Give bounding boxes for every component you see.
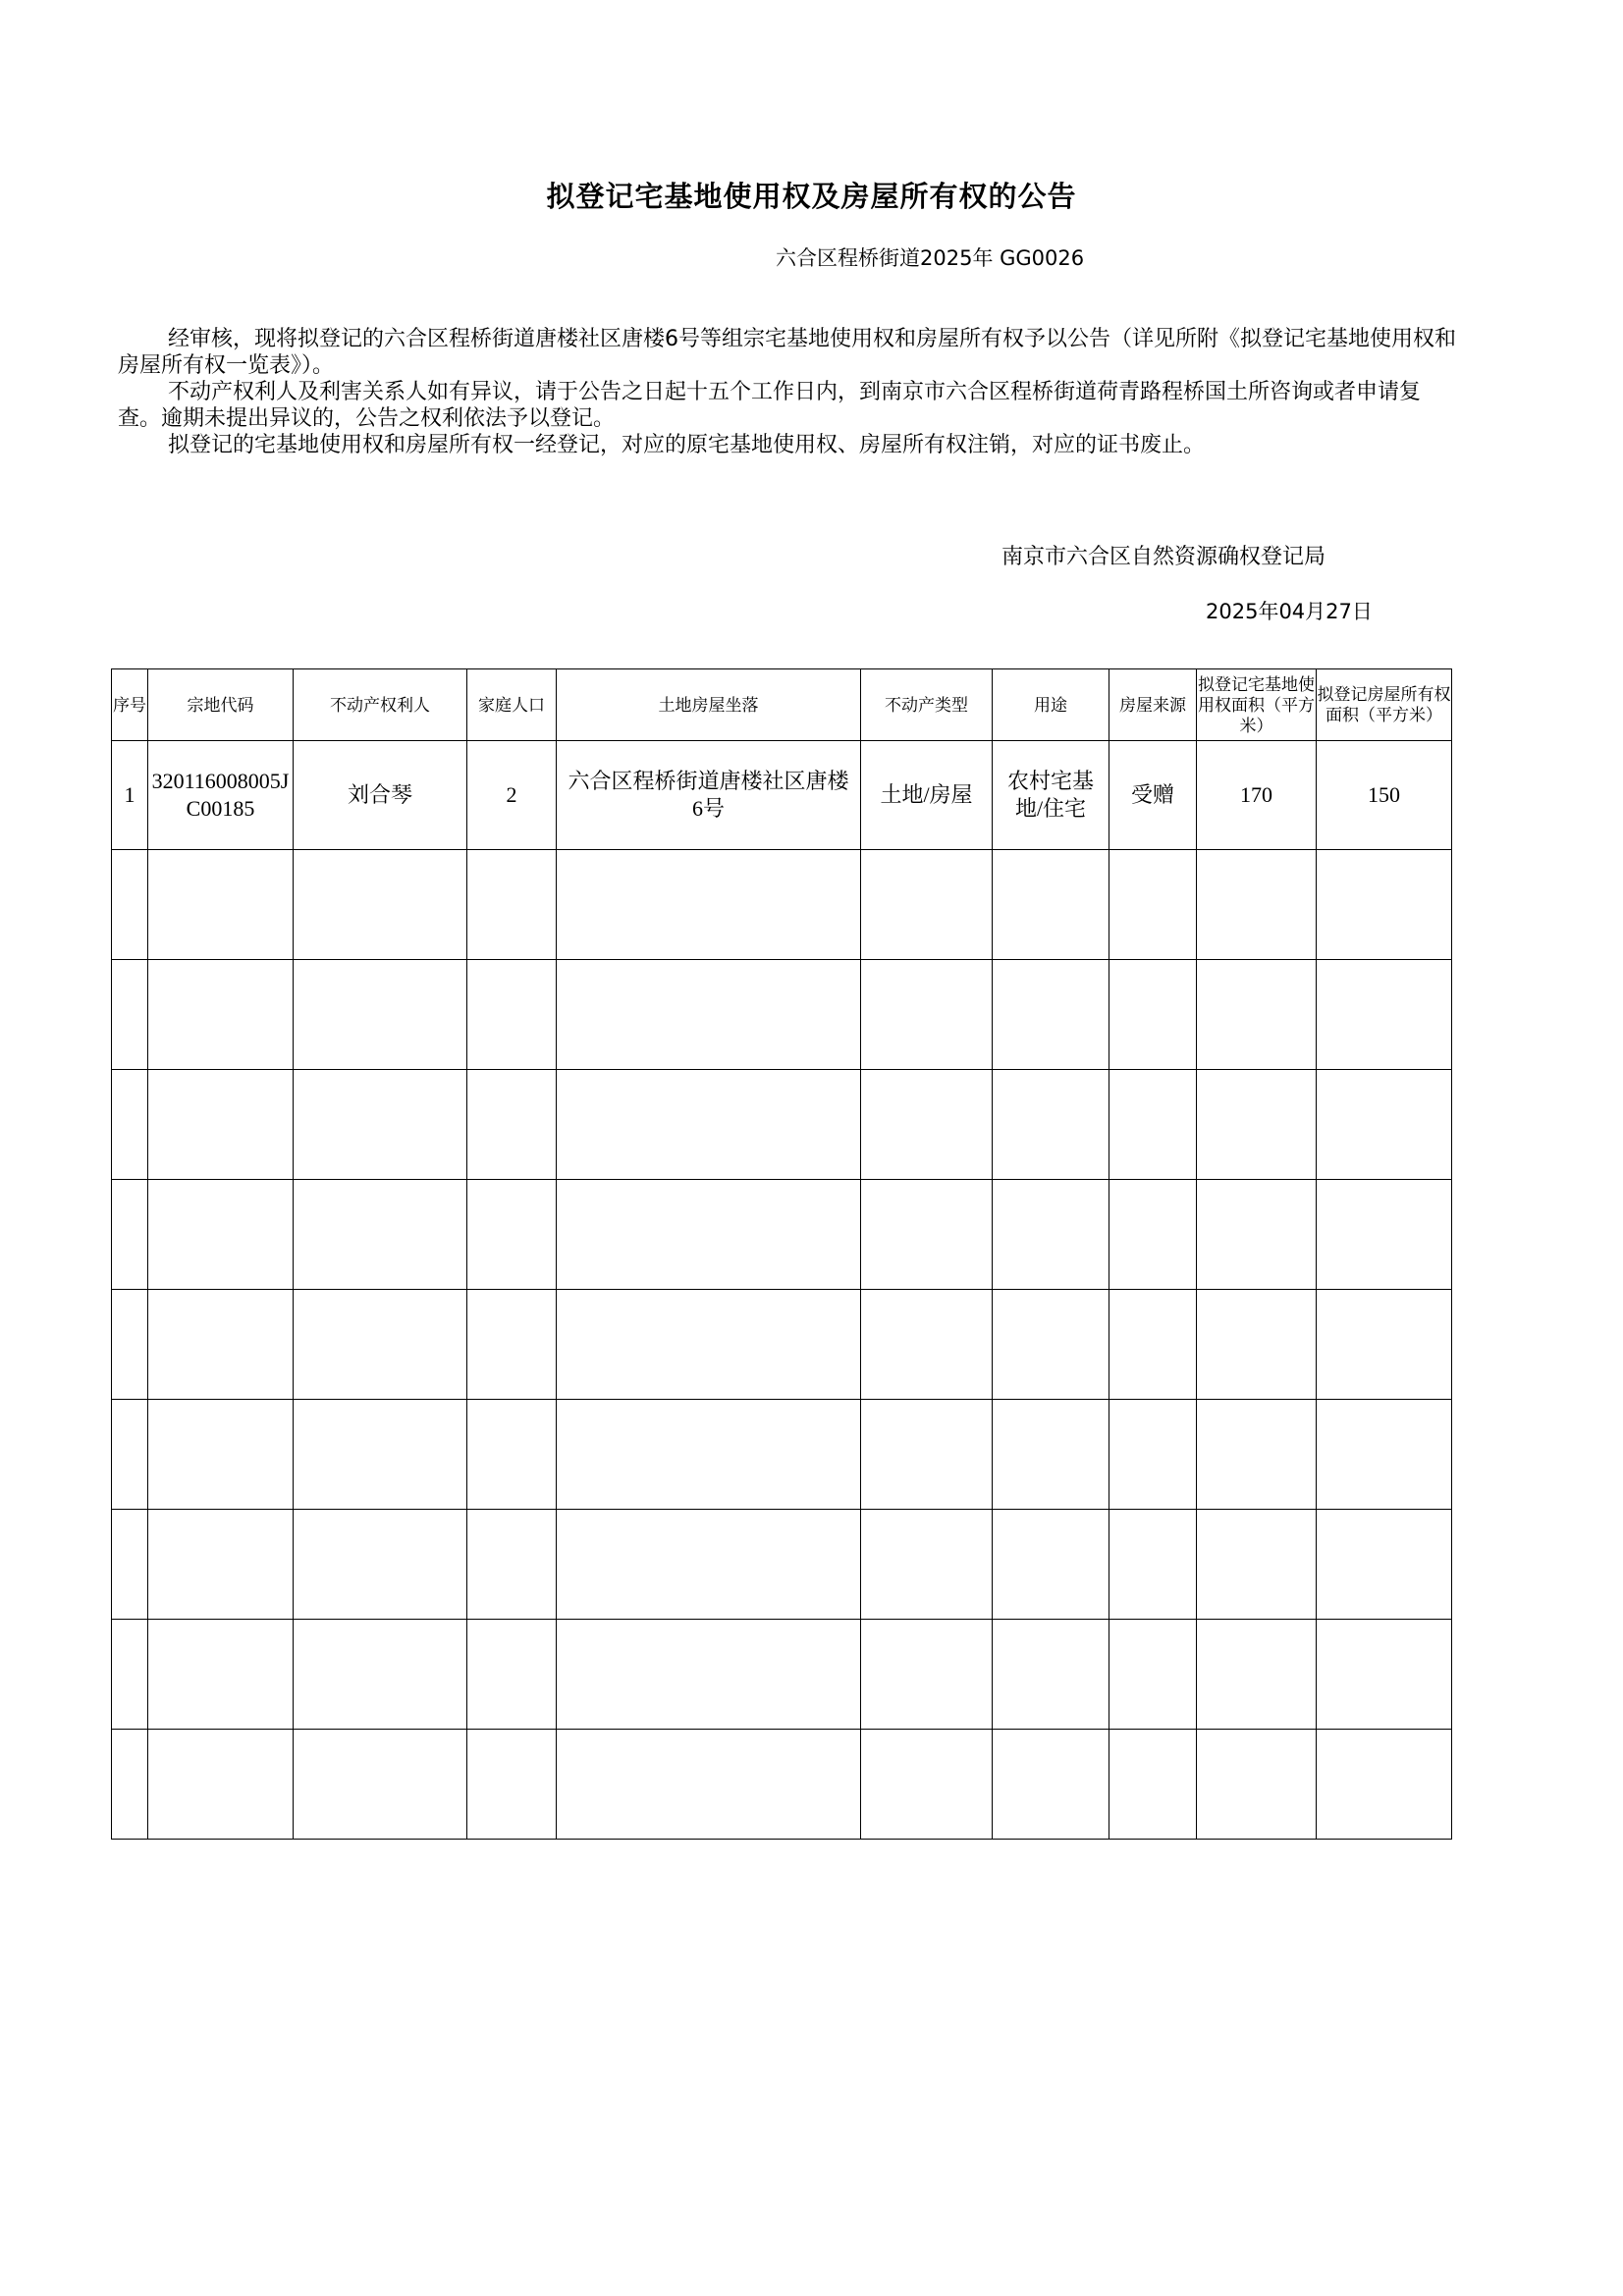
empty-cell [1197, 1620, 1317, 1730]
empty-cell [294, 1290, 467, 1400]
table-header-row [112, 669, 1452, 741]
cell-household-size: 2 [467, 741, 557, 850]
empty-cell [1317, 1620, 1452, 1730]
empty-cell [993, 960, 1109, 1070]
empty-cell [1109, 1400, 1197, 1510]
paragraph-cancellation: 拟登记的宅基地使用权和房屋所有权一经登记，对应的原宅基地使用权、房屋所有权注销，对应的证书废止。 [168, 433, 1206, 457]
empty-cell [1197, 1290, 1317, 1400]
empty-cell [993, 1180, 1109, 1290]
cell-right-holder: 刘合琴 [294, 741, 467, 850]
empty-cell [1109, 960, 1197, 1070]
empty-cell [557, 1730, 861, 1840]
cell-house-source: 受赠 [1109, 741, 1197, 850]
empty-cell [467, 1620, 557, 1730]
header-right-holder: 不动产权利人 [294, 669, 467, 741]
empty-cell [112, 1510, 148, 1620]
empty-cell [993, 1290, 1109, 1400]
empty-cell [1109, 1180, 1197, 1290]
cell-property-type: 土地/房屋 [861, 741, 993, 850]
empty-cell [1317, 960, 1452, 1070]
empty-cell [1197, 1510, 1317, 1620]
empty-cell [1317, 1400, 1452, 1510]
empty-cell [861, 960, 993, 1070]
empty-table-row [112, 1620, 1452, 1730]
empty-cell [993, 850, 1109, 960]
empty-cell [148, 1290, 294, 1400]
empty-cell [993, 1510, 1109, 1620]
header-house-source: 房屋来源 [1109, 669, 1197, 741]
empty-cell [861, 1180, 993, 1290]
empty-cell [1317, 1290, 1452, 1400]
empty-cell [148, 1730, 294, 1840]
empty-cell [861, 1400, 993, 1510]
empty-cell [467, 1400, 557, 1510]
empty-cell [148, 1070, 294, 1180]
issuing-authority: 南京市六合区自然资源确权登记局 [1001, 545, 1326, 569]
empty-cell [861, 1510, 993, 1620]
header-usage: 用途 [993, 669, 1109, 741]
empty-cell [148, 1510, 294, 1620]
empty-cell [294, 1400, 467, 1510]
empty-cell [467, 850, 557, 960]
empty-cell [112, 960, 148, 1070]
header-property-type: 不动产类型 [861, 669, 993, 741]
empty-cell [557, 1620, 861, 1730]
empty-table-row [112, 960, 1452, 1070]
empty-cell [148, 1620, 294, 1730]
empty-cell [557, 1510, 861, 1620]
empty-cell [1109, 850, 1197, 960]
header-parcel-code: 宗地代码 [148, 669, 294, 741]
empty-cell [993, 1620, 1109, 1730]
paragraph-review: 经审核，现将拟登记的六合区程桥街道唐楼社区唐楼6号等组宗宅基地使用权和房屋所有权予以公告（详见所附《拟登记宅基地使用权和房屋所有权一览表》）。 [118, 327, 1457, 378]
empty-cell [112, 1290, 148, 1400]
empty-cell [557, 1180, 861, 1290]
empty-cell [861, 1290, 993, 1400]
empty-cell [467, 1290, 557, 1400]
empty-cell [861, 1730, 993, 1840]
paragraph-objection: 不动产权利人及利害关系人如有异议，请于公告之日起十五个工作日内，到南京市六合区程桥街道荷青路程桥国土所咨询或者申请复查。逾期未提出异议的，公告之权利依法予以登记。 [118, 380, 1422, 431]
header-household-size: 家庭人口 [467, 669, 557, 741]
empty-cell [1317, 1510, 1452, 1620]
empty-cell [294, 1730, 467, 1840]
empty-cell [1317, 850, 1452, 960]
empty-cell [1197, 1180, 1317, 1290]
empty-cell [294, 850, 467, 960]
empty-cell [294, 1180, 467, 1290]
empty-cell [557, 1070, 861, 1180]
empty-cell [993, 1400, 1109, 1510]
cell-location: 六合区程桥街道唐楼社区唐楼6号 [557, 741, 861, 850]
empty-cell [1317, 1070, 1452, 1180]
empty-table-row [112, 850, 1452, 960]
empty-cell [1109, 1510, 1197, 1620]
empty-table-row [112, 1400, 1452, 1510]
registration-table [111, 668, 1452, 1840]
empty-cell [1197, 1730, 1317, 1840]
page-title: 拟登记宅基地使用权及房屋所有权的公告 [546, 180, 1077, 213]
cell-usage: 农村宅基地/住宅 [993, 741, 1109, 850]
empty-cell [557, 850, 861, 960]
header-serial: 序号 [112, 669, 148, 741]
empty-cell [993, 1070, 1109, 1180]
empty-cell [294, 1620, 467, 1730]
empty-cell [1317, 1180, 1452, 1290]
table-row [112, 741, 1452, 850]
empty-cell [294, 1070, 467, 1180]
empty-cell [467, 1070, 557, 1180]
cell-parcel-code: 320116008005JC00185 [148, 741, 294, 850]
empty-cell [112, 1400, 148, 1510]
empty-cell [294, 1510, 467, 1620]
empty-cell [112, 1070, 148, 1180]
empty-table-row [112, 1070, 1452, 1180]
empty-cell [294, 960, 467, 1070]
empty-cell [1109, 1290, 1197, 1400]
empty-cell [1197, 850, 1317, 960]
empty-cell [557, 1400, 861, 1510]
empty-cell [1109, 1620, 1197, 1730]
empty-cell [467, 1730, 557, 1840]
empty-cell [1109, 1730, 1197, 1840]
empty-cell [467, 1510, 557, 1620]
empty-cell [467, 1180, 557, 1290]
empty-cell [557, 1290, 861, 1400]
empty-cell [112, 1180, 148, 1290]
empty-cell [148, 850, 294, 960]
empty-cell [861, 850, 993, 960]
empty-cell [112, 850, 148, 960]
empty-table-row [112, 1290, 1452, 1400]
empty-cell [112, 1730, 148, 1840]
notice-body [118, 326, 1458, 458]
empty-cell [148, 960, 294, 1070]
empty-table-row [112, 1510, 1452, 1620]
empty-cell [148, 1400, 294, 1510]
empty-cell [861, 1620, 993, 1730]
header-location: 土地房屋坐落 [557, 669, 861, 741]
empty-cell [861, 1070, 993, 1180]
empty-cell [1109, 1070, 1197, 1180]
empty-cell [467, 960, 557, 1070]
empty-table-row [112, 1730, 1452, 1840]
cell-serial: 1 [112, 741, 148, 850]
cell-land-area: 170 [1197, 741, 1317, 850]
empty-cell [1197, 1400, 1317, 1510]
empty-cell [1317, 1730, 1452, 1840]
empty-cell [1197, 1070, 1317, 1180]
empty-cell [1197, 960, 1317, 1070]
cell-house-area: 150 [1317, 741, 1452, 850]
header-land-area: 拟登记宅基地使用权面积（平方米） [1197, 669, 1317, 741]
document-number: 六合区程桥街道2025年 GG0026 [776, 246, 1085, 270]
empty-cell [148, 1180, 294, 1290]
header-house-area: 拟登记房屋所有权面积（平方米） [1317, 669, 1452, 741]
empty-table-row [112, 1180, 1452, 1290]
empty-cell [112, 1620, 148, 1730]
empty-cell [993, 1730, 1109, 1840]
issue-date: 2025年04月27日 [1206, 600, 1373, 623]
empty-cell [557, 960, 861, 1070]
